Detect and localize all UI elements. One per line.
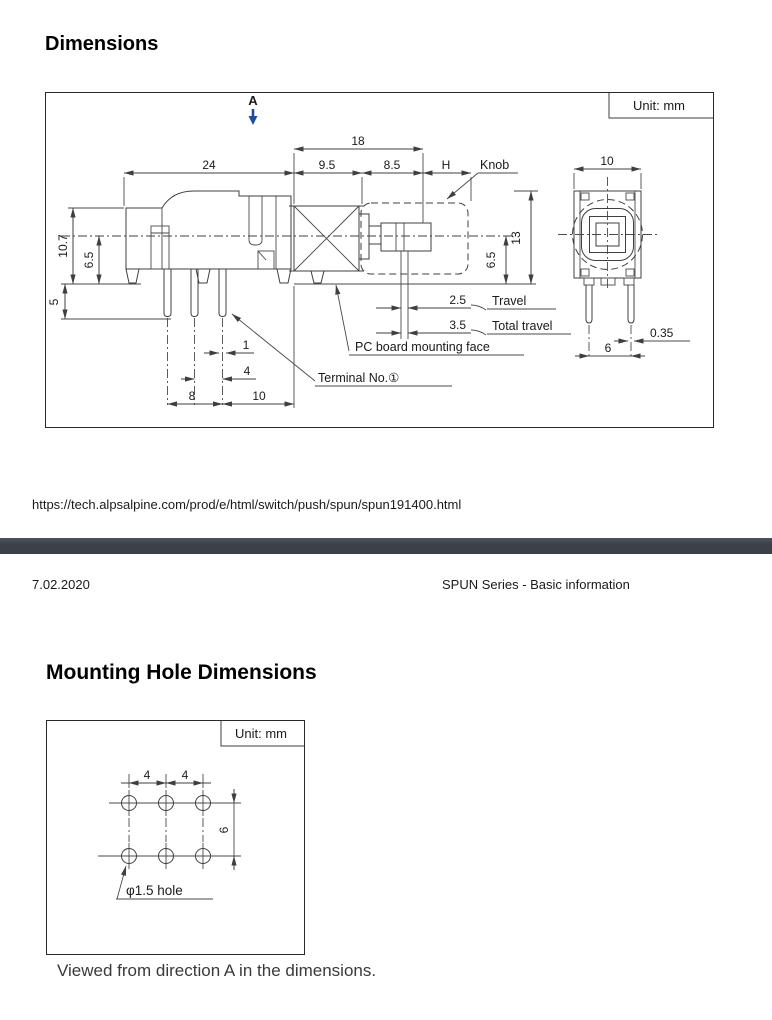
unit-label: Unit: mm (633, 98, 685, 113)
side-view-actuator (289, 206, 431, 271)
dim-6-5-right (484, 236, 506, 284)
dim-front-pin-pitch-6 (575, 341, 645, 356)
dim-total-travel (376, 318, 571, 335)
unit-corner-box (609, 93, 713, 118)
direction-a-label: A (248, 93, 258, 108)
svg-text:5: 5 (47, 298, 61, 306)
knob-outline (361, 203, 468, 274)
svg-text:8: 8 (188, 389, 196, 403)
svg-text:18: 18 (351, 134, 365, 148)
dim-24 (124, 153, 294, 206)
svg-text:6.5: 6.5 (82, 251, 96, 269)
dim-row-pitch-6 (215, 789, 241, 870)
dim-front-pin-width-035 (614, 326, 690, 341)
dim-9-5 (294, 158, 362, 204)
svg-text:3.5: 3.5 (449, 318, 466, 332)
dimensions-drawing (46, 93, 713, 427)
svg-text:φ1.5 hole: φ1.5 hole (126, 883, 183, 898)
dim-6-5-left (82, 236, 99, 284)
knob-callout (447, 158, 518, 199)
svg-text:6.5: 6.5 (484, 251, 498, 269)
dim-5 (47, 284, 171, 319)
svg-text:6: 6 (604, 341, 612, 355)
svg-text:13: 13 (509, 231, 523, 245)
dim-pin-pitch-4 (181, 364, 256, 379)
front-view (558, 177, 657, 359)
view-direction-a (248, 93, 258, 117)
svg-text:H: H (441, 158, 451, 172)
svg-text:1: 1 (242, 338, 250, 352)
dim-pin-to-face-10 (223, 286, 295, 408)
dim-h (423, 158, 471, 201)
divider-bar (0, 538, 772, 554)
mounting-drawing-frame (46, 720, 305, 955)
svg-text:Travel: Travel (492, 294, 527, 308)
dim-13 (509, 191, 538, 284)
footer-date: 7.02.2020 (32, 577, 90, 592)
svg-text:4: 4 (181, 768, 189, 782)
terminal-pins (164, 269, 226, 405)
svg-text:0.35: 0.35 (650, 326, 674, 340)
dim-hole-pitch-4-4 (121, 768, 211, 788)
svg-text:6: 6 (217, 826, 231, 834)
dim-pin-span-8 (168, 389, 223, 404)
travel-reference-lines (401, 251, 408, 339)
svg-text:10: 10 (252, 389, 266, 403)
svg-text:4: 4 (243, 364, 251, 378)
svg-text:PC board mounting face: PC board mounting face (355, 340, 490, 354)
svg-text:9.5: 9.5 (318, 158, 336, 172)
dim-travel (376, 293, 556, 310)
svg-text:8.5: 8.5 (383, 158, 401, 172)
svg-text:2.5: 2.5 (449, 293, 466, 307)
svg-text:Total travel: Total travel (492, 319, 553, 333)
hole-diameter-callout (116, 866, 213, 899)
footer-doc-title: SPUN Series - Basic information (442, 577, 630, 592)
mounting-drawing (47, 721, 304, 954)
svg-text:10.7: 10.7 (56, 234, 70, 258)
dim-pin-width-1 (204, 338, 254, 353)
unit-corner-box-2 (221, 721, 304, 746)
svg-text:Terminal No.①: Terminal No.① (318, 371, 400, 385)
svg-text:Knob: Knob (480, 158, 510, 172)
source-url: https://tech.alpsalpine.com/prod/e/html/switch/push/spun/spun191400.html (32, 497, 462, 512)
viewed-from-caption: Viewed from direction A in the dimensions. (57, 961, 377, 980)
unit-label-2: Unit: mm (235, 726, 287, 741)
mounting-section-title: Mounting Hole Dimensions (46, 661, 317, 684)
page-title: Dimensions (45, 33, 159, 55)
dim-8-5 (362, 158, 423, 173)
dimensions-drawing-frame (45, 92, 714, 428)
svg-text:4: 4 (143, 768, 151, 782)
svg-text:24: 24 (202, 158, 216, 172)
svg-text:10: 10 (600, 154, 614, 168)
